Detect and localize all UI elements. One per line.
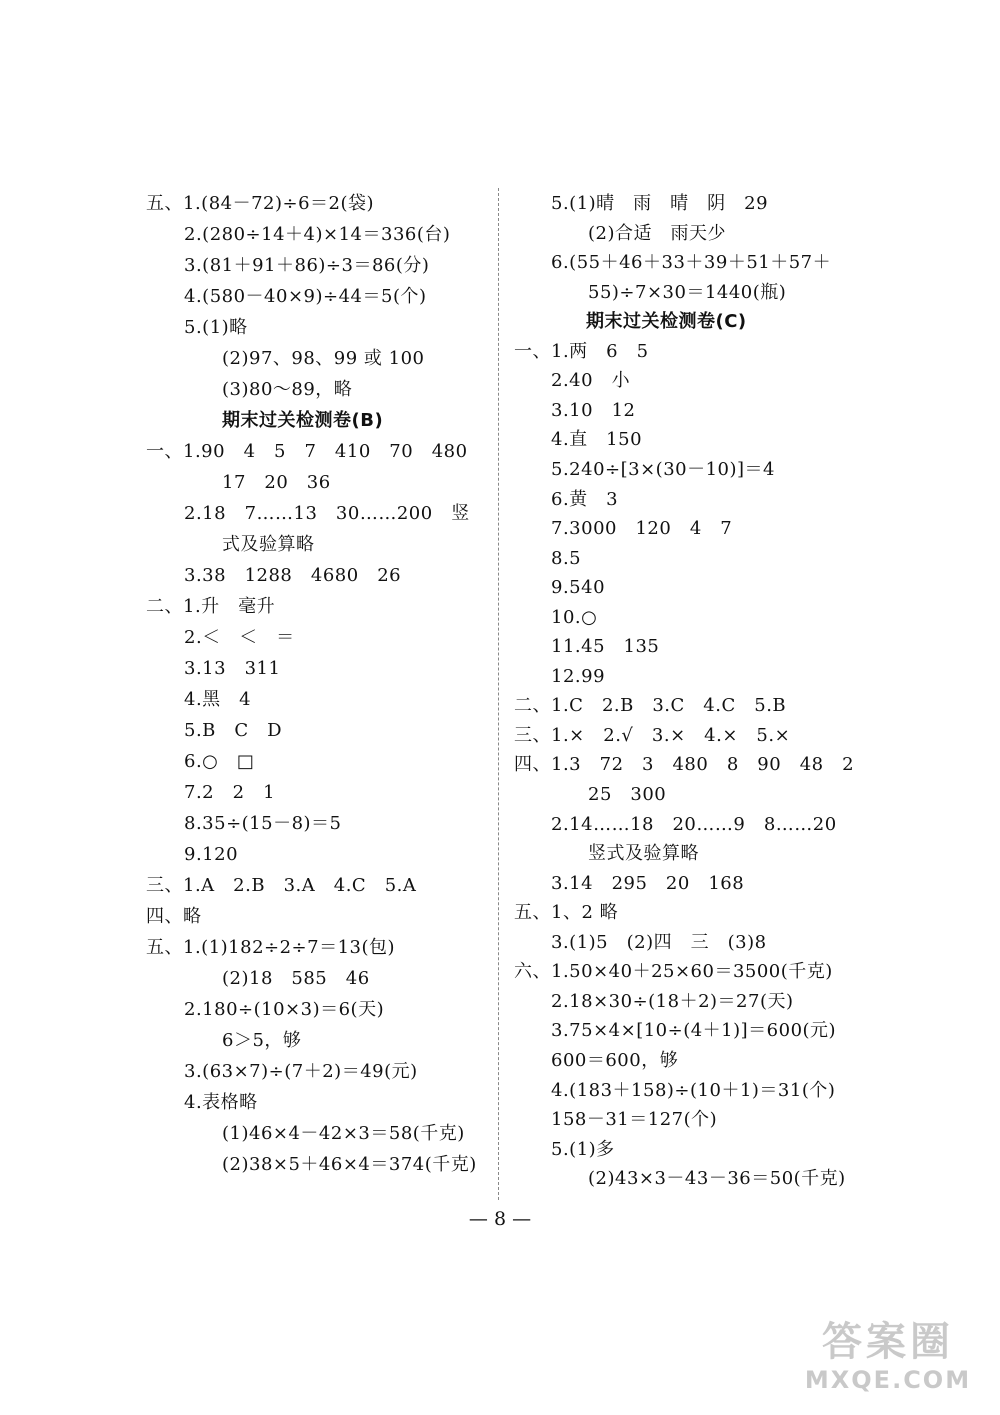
answer-line: 三、1.× 2.√ 3.× 4.× 5.×	[514, 724, 791, 746]
answer-line: 式及验算略	[222, 534, 315, 555]
answer-line: 一、1.两 6 5	[514, 340, 649, 362]
answer-line: 5.B C D	[184, 720, 283, 741]
answer-line: 2.18 7……13 30……200 竖	[184, 503, 470, 524]
answer-line: 3.(81＋91＋86)÷3＝86(分)	[184, 255, 430, 276]
answer-line: 6.(55＋46＋33＋39＋51＋57＋	[551, 252, 832, 274]
answer-line: 6.○ □	[184, 751, 255, 772]
answer-line: 8.5	[551, 547, 582, 569]
answer-line: 2.(280÷14＋4)×14＝336(台)	[184, 224, 451, 245]
answer-line: 2.14……18 20……9 8……20	[551, 813, 837, 835]
answer-line: 9.540	[551, 577, 606, 599]
section-heading: 期末过关检测卷(B)	[222, 410, 384, 431]
answer-line: (2)43×3－43－36＝50(千克)	[588, 1168, 846, 1190]
answer-line: 3.13 311	[184, 658, 281, 679]
answer-line: 5.(1)晴 雨 晴 阴 29	[551, 193, 769, 214]
answer-line: 7.2 2 1	[184, 782, 276, 803]
answer-line: 5.(1)略	[184, 317, 248, 338]
answer-line: 一、1.90 4 5 7 410 70 480	[146, 441, 468, 462]
answer-line: 2.＜ ＜ ＝	[184, 627, 295, 648]
answer-line: 4.(183＋158)÷(10＋1)＝31(个)	[551, 1079, 836, 1101]
answer-line: 2.180÷(10×3)＝6(天)	[184, 999, 385, 1020]
answer-line: 12.99	[551, 665, 606, 687]
answer-line: 四、略	[146, 906, 202, 927]
answer-line: (1)46×4－42×3＝58(千克)	[222, 1123, 465, 1144]
watermark-text: 答案圈	[822, 1319, 954, 1365]
answer-line: 11.45 135	[551, 636, 660, 658]
answer-line: 6＞5，够	[222, 1030, 302, 1051]
answer-line: 3.14 295 20 168	[551, 872, 745, 894]
answer-line: (2)18 585 46	[222, 968, 370, 989]
answer-line: 55)÷7×30＝1440(瓶)	[588, 281, 787, 303]
answer-line: (2)38×5＋46×4＝374(千克)	[222, 1154, 477, 1175]
answer-line: (3)80～89，略	[222, 379, 353, 400]
answer-line: 600＝600，够	[551, 1049, 679, 1071]
answer-line: 158－31＝127(个)	[551, 1109, 718, 1131]
answer-line: 六、1.50×40＋25×60＝3500(千克)	[514, 961, 833, 983]
answer-line: 二、1.C 2.B 3.C 4.C 5.B	[514, 695, 787, 717]
answer-line: 四、1.3 72 3 480 8 90 48 2	[514, 754, 855, 776]
answer-line: 竖式及验算略	[588, 843, 699, 865]
answer-line: 3.10 12	[551, 399, 636, 421]
watermark-url: MXQE.COM	[804, 1366, 972, 1394]
answer-line: 17 20 36	[222, 472, 331, 493]
answer-line: 4.直 150	[551, 429, 643, 451]
answer-line: 25 300	[588, 784, 667, 805]
answer-line: 五、1.(1)182÷2÷7＝13(包)	[146, 937, 396, 958]
answer-line: 二、1.升 毫升	[146, 596, 276, 617]
section-heading: 期末过关检测卷(C)	[586, 311, 747, 333]
answer-line: 5.240÷[3×(30－10)]＝4	[551, 458, 775, 480]
answer-line: 6.黄 3	[551, 488, 619, 510]
watermark-logo	[788, 1319, 988, 1407]
answer-line: 五、1.(84－72)÷6＝2(袋)	[146, 193, 375, 214]
answer-line: 2.18×30÷(18＋2)＝27(天)	[551, 990, 794, 1012]
answer-line: 10.○	[551, 606, 598, 628]
answer-line: 4.黑 4	[184, 689, 252, 710]
answer-line: 三、1.A 2.B 3.A 4.C 5.A	[146, 875, 417, 896]
page-number: — 8 —	[468, 1208, 532, 1230]
answer-line: 7.3000 120 4 7	[551, 518, 733, 540]
answer-line: 五、1、2 略	[514, 902, 619, 924]
answer-line: 3.(63×7)÷(7＋2)＝49(元)	[184, 1061, 418, 1082]
column-divider	[498, 188, 499, 1200]
answer-line: 4.表格略	[184, 1092, 258, 1113]
answer-line: 3.75×4×[10÷(4＋1)]＝600(元)	[551, 1020, 837, 1042]
answer-line: (2)合适 雨天少	[588, 222, 726, 244]
answer-line: 3.38 1288 4680 26	[184, 565, 402, 586]
answer-line: 3.(1)5 (2)四 三 (3)8	[551, 931, 767, 953]
answer-line: 8.35÷(15－8)＝5	[184, 813, 342, 834]
answer-line: (2)97、98、99 或 100	[222, 348, 425, 369]
answer-line: 9.120	[184, 844, 239, 865]
answer-line: 4.(580－40×9)÷44＝5(个)	[184, 286, 427, 307]
answer-line: 5.(1)多	[551, 1138, 615, 1160]
answer-line: 2.40 小	[551, 370, 631, 392]
